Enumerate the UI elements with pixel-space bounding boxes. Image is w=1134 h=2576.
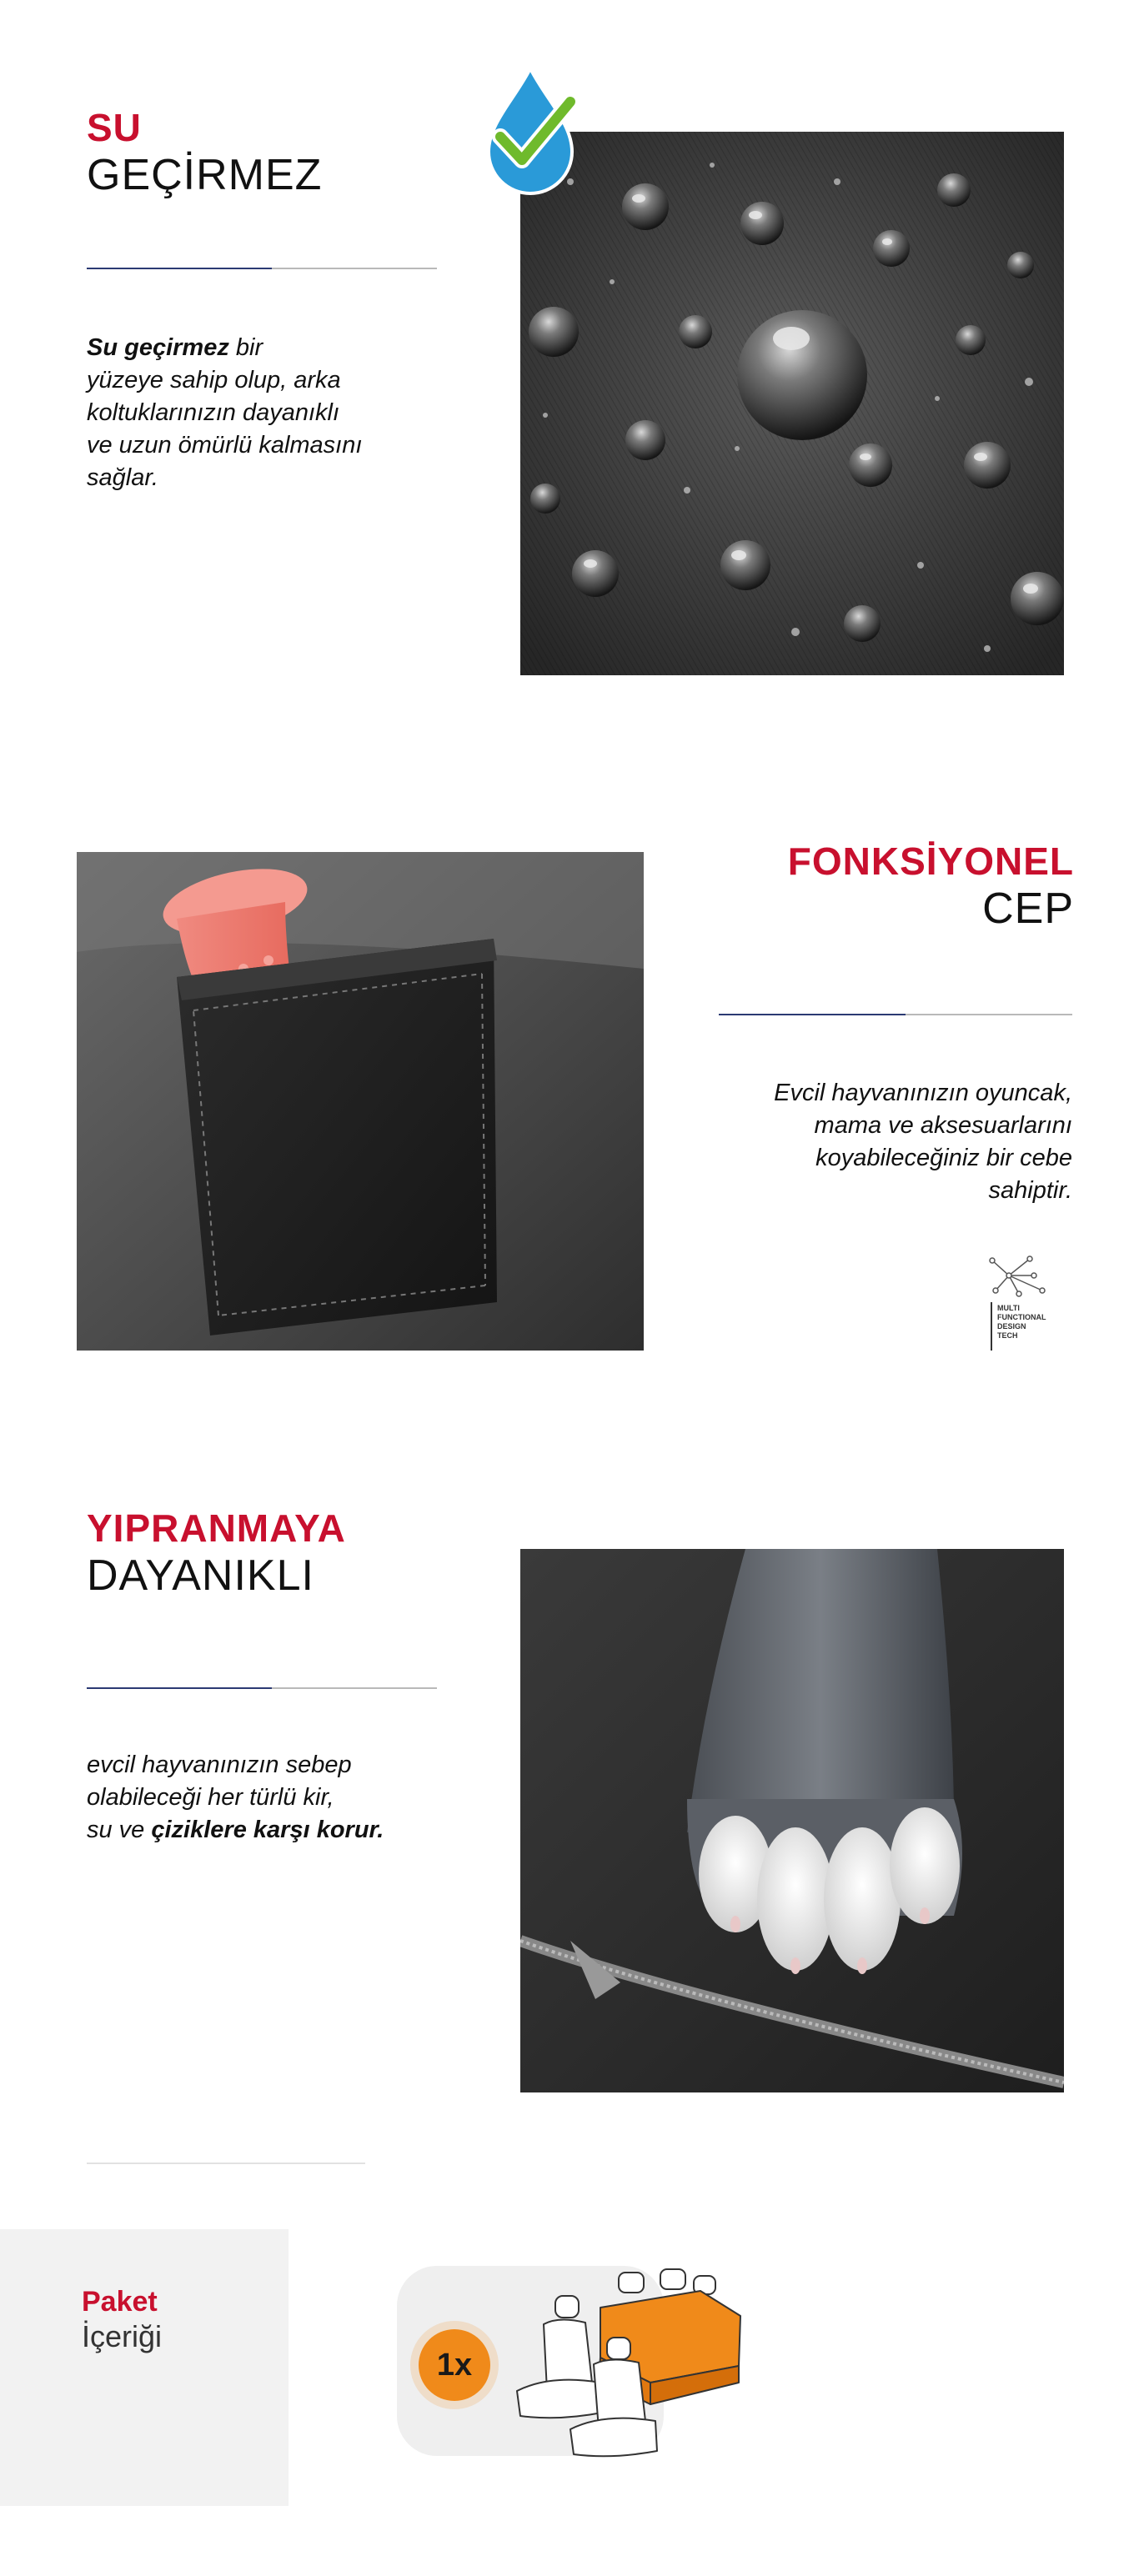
waterproof-text-1: bir — [228, 334, 263, 361]
durable-description — [87, 1749, 487, 1847]
pocket-text-2: mama ve aksesuarlarını — [814, 1112, 1072, 1139]
package-label-black: İçeriği — [82, 2319, 163, 2353]
waterproof-title-black: GEÇİRMEZ — [87, 151, 323, 199]
dog-paw-image — [520, 1549, 1064, 2092]
waterproof-drop-check-icon — [482, 65, 582, 200]
waterproof-text-3: koltuklarınızın dayanıklı — [87, 399, 340, 426]
seat-cover-illustration-icon — [500, 2258, 750, 2466]
waterproof-text-bold: Su geçirmez — [87, 334, 229, 361]
durable-text-3-plain: su ve — [87, 1817, 152, 1843]
pocket-text-4: sahiptir. — [988, 1177, 1072, 1204]
water-drops-image — [520, 132, 1064, 675]
quantity-text: 1x — [436, 2348, 473, 2383]
durable-title-black: DAYANIKLI — [87, 1551, 314, 1600]
pocket-title-black: CEP — [982, 885, 1074, 933]
waterproof-text-4: ve uzun ömürlü kalmasını — [87, 432, 363, 459]
pocket-toy-image — [77, 852, 644, 1351]
multi-functional-badge — [984, 1250, 1051, 1355]
pocket-text-3: koyabileceğiniz bir cebe — [815, 1145, 1072, 1171]
pocket-title-red: FONKSİYONEL — [787, 839, 1074, 883]
badge-line-1: MULTI — [997, 1304, 1020, 1312]
waterproof-text-2: yüzeye sahip olup, arka — [87, 367, 341, 393]
package-separator — [87, 2163, 365, 2164]
quantity-badge — [419, 2329, 490, 2401]
durable-text-3-bold: çiziklere karşı korur. — [151, 1817, 384, 1843]
durable-text-2: olabileceği her türlü kir, — [87, 1784, 334, 1811]
badge-line-4: TECH — [997, 1331, 1018, 1340]
waterproof-text-5: sağlar. — [87, 464, 158, 491]
badge-line-3: DESIGN — [997, 1322, 1026, 1331]
badge-line-2: FUNCTIONAL — [997, 1313, 1046, 1321]
network-nodes-icon — [984, 1250, 1051, 1301]
waterproof-description — [87, 332, 470, 494]
package-label-red: Paket — [82, 2286, 158, 2318]
waterproof-title-red: SU — [87, 106, 142, 149]
durable-divider — [87, 1687, 437, 1689]
durable-title-red: YIPRANMAYA — [87, 1506, 346, 1550]
pocket-text-1: Evcil hayvanınızın oyuncak, — [774, 1080, 1072, 1106]
waterproof-divider — [87, 268, 437, 269]
pocket-description — [650, 1077, 1072, 1207]
durable-text-1: evcil hayvanınızın sebep — [87, 1752, 352, 1778]
package-label-box — [0, 2229, 289, 2506]
pocket-divider — [719, 1014, 1072, 1015]
